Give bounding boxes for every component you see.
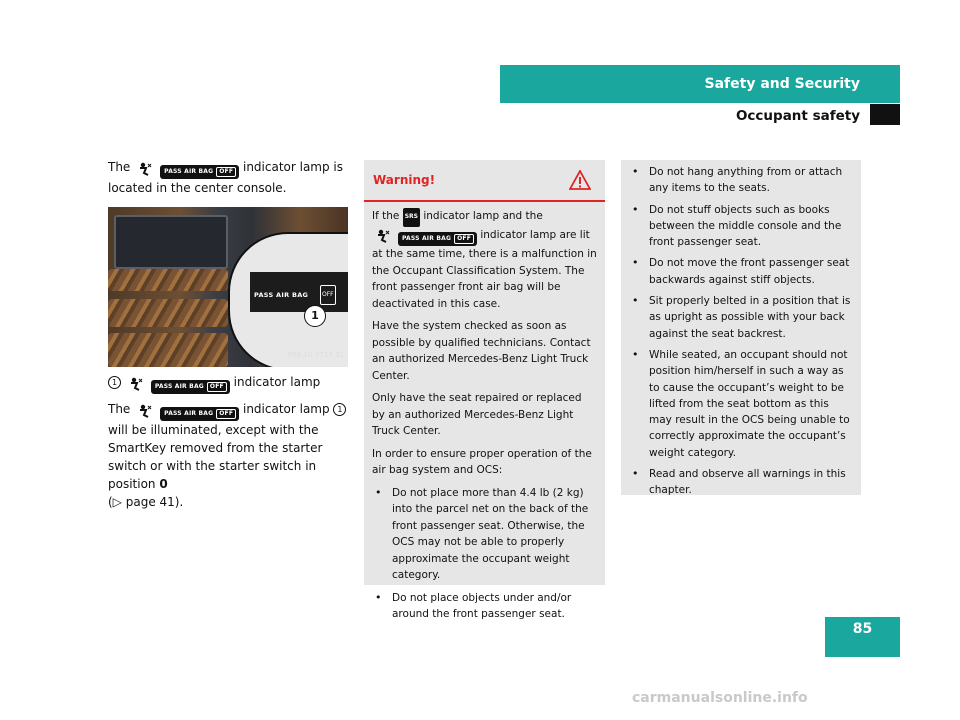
warning-title: Warning! xyxy=(373,173,436,187)
passenger-airbag-off-lamp-icon: PASS AIR BAG OFF xyxy=(134,161,239,179)
caution-bullet-box xyxy=(621,160,861,495)
section-marker xyxy=(870,104,900,125)
page-number: 85 xyxy=(825,617,900,657)
center-console-photo xyxy=(108,207,348,367)
warning-paragraph: If the SRS indicator lamp and the PASS AIR BAG OFF indicator lamp are lit at the same time, there is a malfunction in the Occupant Classification System. The front passenger front air bag will be deactivated in this case. xyxy=(372,210,597,310)
list-item: • Do not move the front passenger seat backwards against stiff objects. xyxy=(629,255,853,288)
list-item: • Sit properly belted in a position that is as upright as possible with your back against the seat backrest. xyxy=(629,293,853,342)
warning-paragraph: In order to ensure proper operation of the air bag system and OCS: xyxy=(372,447,592,476)
list-item: • Do not place objects under and/or around the front passenger seat. xyxy=(372,590,597,623)
radio-display xyxy=(114,215,228,269)
warning-bullet-list xyxy=(372,485,597,623)
figure-reference: P68.10-3737-31 xyxy=(287,351,344,359)
warning-box xyxy=(364,160,605,620)
list-item: • Read and observe all warnings in this chapter. xyxy=(629,466,853,499)
passenger-airbag-off-lamp-icon: PASS AIR BAG OFF xyxy=(134,403,239,421)
srs-lamp-icon: SRS xyxy=(403,208,420,227)
caution-bullet-list xyxy=(621,160,861,499)
page-reference-link[interactable]: (▷ page 41). xyxy=(108,495,184,509)
list-item: • Do not hang anything from or attach any items to the seats. xyxy=(629,164,853,197)
list-item: • Do not stuff objects such as books between the middle console and the front passenger seat. xyxy=(629,202,853,251)
list-item: • While seated, an occupant should not position him/herself in such a way as to cause the occupant’s weight to be lifted from the seat bottom as this may result in the OCS being unable to correctly approximate the occupant’s weight category. xyxy=(629,347,853,461)
passenger-airbag-off-lamp-icon: PASS AIR BAG OFF xyxy=(125,376,230,394)
figure-callout: 1 xyxy=(304,305,326,327)
watermark: carmanualsonline.info xyxy=(632,690,808,706)
warning-paragraph: Only have the seat repaired or replaced by an authorized Mercedes-Benz Light Truck Center. xyxy=(372,392,582,437)
magnified-lamp-detail: PASS AIR BAG OFF xyxy=(228,232,348,367)
intro-paragraph: The PASS AIR BAG OFF indicator lamp is located in the center console. xyxy=(108,160,344,195)
left-column xyxy=(108,158,348,511)
chapter-header xyxy=(500,65,900,103)
section-title: Occupant safety xyxy=(735,108,860,124)
illumination-paragraph: The PASS AIR BAG OFF indicator lamp 1 will be illuminated, except with the SmartKey removed from the starter switch or with the starter switch in position 0 (▷ page 41). xyxy=(108,400,348,511)
figure-caption: 1 PASS AIR BAG OFF indicator lamp xyxy=(108,373,348,394)
passenger-airbag-off-lamp-icon: PASS AIR BAG OFF xyxy=(372,229,477,247)
chapter-title: Safety and Security xyxy=(704,76,860,92)
list-item: • Do not place more than 4.4 lb (2 kg) into the parcel net on the back of the front passenger seat. Otherwise, the OCS may not be able to properly approximate the occupant weight category. xyxy=(372,485,597,584)
warning-triangle-icon xyxy=(569,170,591,190)
warning-paragraph: Have the system checked as soon as possible by qualified technicians. Contact an authorized Mercedes-Benz Light Truck Center. xyxy=(372,320,591,382)
